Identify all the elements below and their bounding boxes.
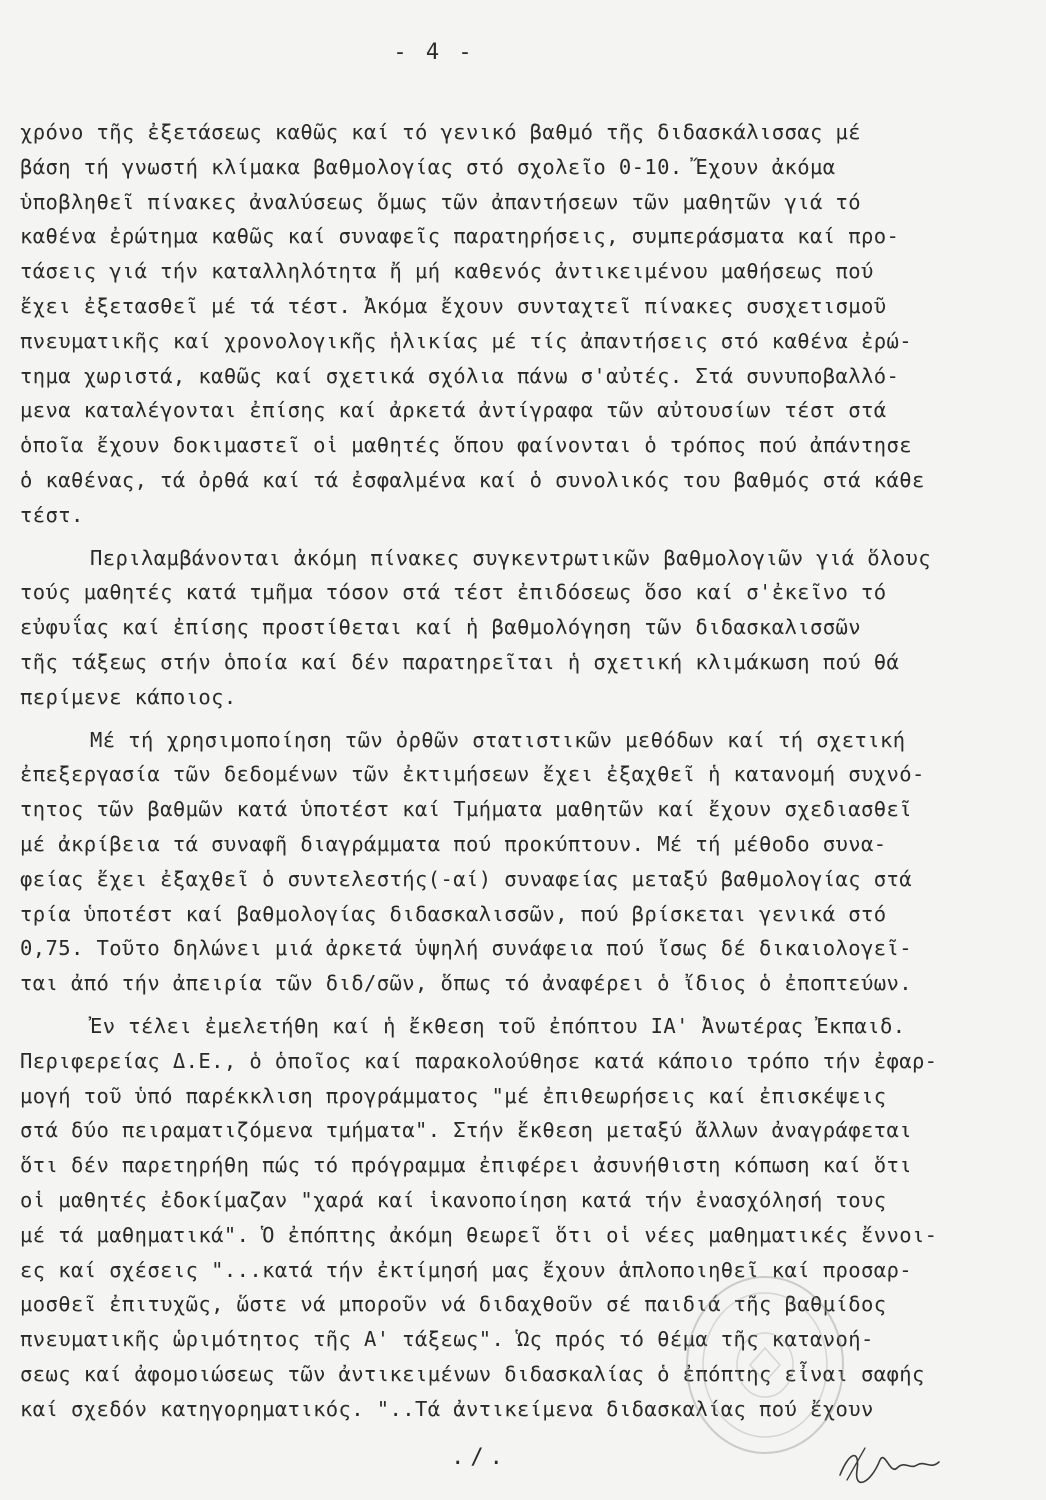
text-line: τητος τῶν βαθμῶν κατά ὑποτέστ καί Τμήματα μαθητῶν καί ἔχουν σχεδιασθεῖ bbox=[20, 797, 912, 822]
text-line: μενα καταλέγονται ἐπίσης καί ἀρκετά ἀντίγραφα τῶν αὐτουσίων τέστ στά bbox=[20, 398, 887, 423]
text-line: Περιλαμβάνονται ἀκόμη πίνακες συγκεντρωτικῶν βαθμολογιῶν γιά ὅλους bbox=[90, 545, 931, 570]
text-line: τάσεις γιά τήν καταλληλότητα ἤ μή καθενός ἀντικειμένου μαθήσεως πού bbox=[20, 259, 874, 284]
text-line: τημα χωριστά, καθῶς καί σχετικά σχόλια πάνω σ'αὐτές. Στά συνυποβαλλό- bbox=[20, 363, 900, 388]
text-line: τέστ. bbox=[20, 502, 84, 527]
text-line: τῆς τάξεως στήν ὁποία καί δέν παρατηρεῖται ἡ σχετική κλιμάκωση πού θά bbox=[20, 649, 900, 674]
text-line: μοσθεῖ ἐπιτυχῶς, ὥστε νά μποροῦν νά διδαχθοῦν σέ παιδιά τῆς βαθμίδος bbox=[20, 1292, 887, 1317]
text-line: ἐπεξεργασία τῶν δεδομένων τῶν ἐκτιμήσεων ἔχει ἐξαχθεῖ ἡ κατανομή συχνό- bbox=[20, 762, 925, 787]
text-line: καθένα ἐρώτημα καθῶς καί συναφεῖς παρατηρήσεις, συμπεράσματα καί προ- bbox=[20, 224, 900, 249]
text-line: πνευματικῆς ὡριμότητος τῆς Α' τάξεως". Ὡς πρός τό θέμα τῆς κατανοή- bbox=[20, 1327, 874, 1352]
text-line: 0,75. Τοῦτο δηλώνει μιά ἀρκετά ὑψηλή συνάφεια πού ἴσως δέ δικαιολογεῖ- bbox=[20, 936, 912, 961]
body-text bbox=[20, 115, 1030, 1426]
paragraph bbox=[20, 1009, 1030, 1427]
text-line: μογή τοῦ ὑπό παρέκκλιση προγράμματος "μέ ἐπιθεωρήσεις καί ἐπισκέψεις bbox=[20, 1083, 887, 1108]
paragraph bbox=[20, 723, 1030, 1001]
text-line: στά δύο πειραματιζόμενα τμήματα". Στήν ἔκθεση μεταξύ ἄλλων ἀναγράφεται bbox=[20, 1118, 912, 1143]
text-line: οἱ μαθητές ἐδοκίμαζαν "χαρά καί ἱκανοποίηση κατά τήν ἐνασχόλησή τους bbox=[20, 1187, 887, 1212]
paragraph-gap bbox=[20, 1001, 1030, 1009]
page-number: - 4 - bbox=[393, 40, 475, 65]
text-line: εὐφυΐας καί ἐπίσης προστίθεται καί ἡ βαθμολόγηση τῶν διδασκαλισσῶν bbox=[20, 615, 861, 640]
continuation-mark: ./. bbox=[451, 1445, 509, 1470]
paragraph bbox=[20, 115, 1030, 533]
text-line: σεως καί ἀφομοιώσεως τῶν ἀντικειμένων διδασκαλίας ὁ ἐπόπτης εἶναι σαφής bbox=[20, 1361, 925, 1386]
text-line: ἔχει ἐξετασθεῖ μέ τά τέστ. Ἀκόμα ἔχουν συνταχτεῖ πίνακες συσχετισμοῦ bbox=[20, 293, 887, 318]
text-line: μέ τά μαθηματικά". Ὁ ἐπόπτης ἀκόμη θεωρεῖ ὅτι οἱ νέες μαθηματικές ἔννοι- bbox=[20, 1222, 938, 1247]
text-line: ὁποῖα ἔχουν δοκιμαστεῖ οἱ μαθητές ὅπου φαίνονται ὁ τρόπος πού ἀπάντησε bbox=[20, 433, 912, 458]
text-line: καί σχεδόν κατηγορηματικός. "..Τά ἀντικείμενα διδασκαλίας πού ἔχουν bbox=[20, 1396, 874, 1421]
text-line: Ἐν τέλει ἐμελετήθη καί ἡ ἔκθεση τοῦ ἐπόπτου ΙΑ' Ἀνωτέρας Ἐκπαιδ. bbox=[90, 1013, 906, 1038]
text-line: ες καί σχέσεις "...κατά τήν ἐκτίμησή μας ἔχουν ἁπλοποιηθεῖ καί προσαρ- bbox=[20, 1257, 912, 1282]
official-stamp bbox=[680, 1270, 850, 1460]
text-line: μέ ἀκρίβεια τά συναφῆ διαγράμματα πού προκύπτουν. Μέ τή μέθοδο συνα- bbox=[20, 831, 887, 856]
text-line: Μέ τή χρησιμοποίηση τῶν ὀρθῶν στατιστικῶν μεθόδων καί τή σχετική bbox=[90, 727, 906, 752]
text-line: ὁ καθένας, τά ὀρθά καί τά ἐσφαλμένα καί ὁ συνολικός του βαθμός στά κάθε bbox=[20, 467, 925, 492]
text-line: ται ἀπό τήν ἀπειρία τῶν διδ/σῶν, ὅπως τό ἀναφέρει ὁ ἴδιος ὁ ἐποπτεύων. bbox=[20, 971, 912, 996]
text-line: τρία ὑποτέστ καί βαθμολογίας διδασκαλισσῶν, πού βρίσκεται γενικά στό bbox=[20, 901, 887, 926]
text-line: χρόνο τῆς ἐξετάσεως καθῶς καί τό γενικό βαθμό τῆς διδασκάλισσας μέ bbox=[20, 120, 861, 144]
paragraph-gap bbox=[20, 533, 1030, 541]
text-line: περίμενε κάποιος. bbox=[20, 684, 237, 709]
text-line: ὑποβληθεῖ πίνακες ἀναλύσεως ὅμως τῶν ἀπαντήσεων τῶν μαθητῶν γιά τό bbox=[20, 189, 861, 214]
text-line: Περιφερείας Δ.Ε., ὁ ὁποῖος καί παρακολούθησε κατά κάποιο τρόπο τήν ἐφαρ- bbox=[20, 1048, 938, 1073]
text-line: πνευματικῆς καί χρονολογικῆς ἡλικίας μέ τίς ἀπαντήσεις στό καθένα ἐρώ- bbox=[20, 328, 912, 353]
text-line: βάση τή γνωστή κλίμακα βαθμολογίας στό σχολεῖο 0-10. Ἔχουν ἀκόμα bbox=[20, 154, 836, 179]
text-line: τούς μαθητές κατά τμῆμα τόσον στά τέστ ἐπιδόσεως ὅσο καί σ'ἐκεῖνο τό bbox=[20, 580, 887, 605]
paragraph bbox=[20, 541, 1030, 715]
text-line: φείας ἔχει ἐξαχθεῖ ὁ συντελεστής(-αί) συναφείας μεταξύ βαθμολογίας στά bbox=[20, 866, 912, 891]
text-line: ὅτι δέν παρετηρήθη πώς τό πρόγραμμα ἐπιφέρει ἀσυνήθιστη κόπωση καί ὅτι bbox=[20, 1153, 912, 1178]
paragraph-gap bbox=[20, 715, 1030, 723]
